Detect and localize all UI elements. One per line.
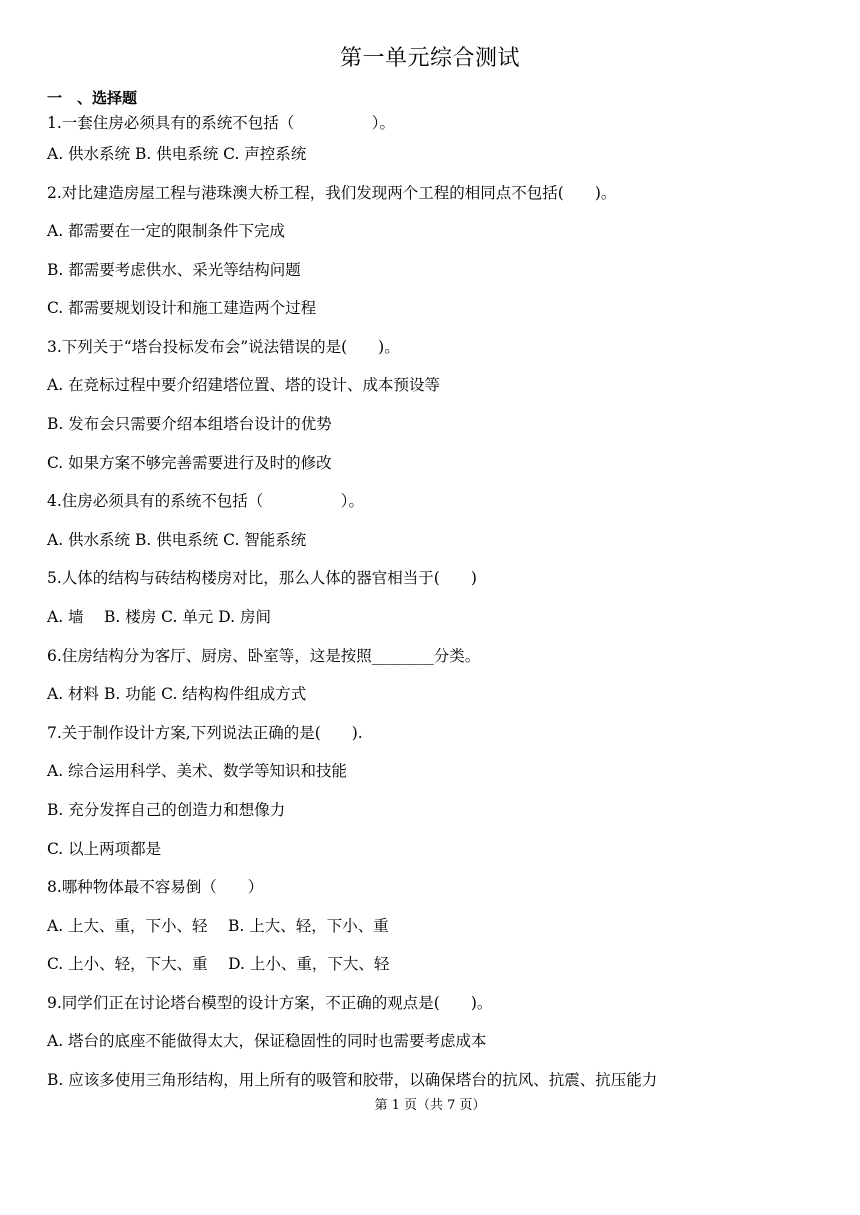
question-6-options: A. 材料 B. 功能 C. 结构构件组成方式 xyxy=(47,685,307,703)
question-2-option-b: B. 都需要考虑供水、采光等结构问题 xyxy=(47,261,301,279)
question-9-option-a: A. 塔台的底座不能做得太大，保证稳固性的同时也需要考虑成本 xyxy=(47,1032,487,1050)
question-7: 7.关于制作设计方案,下列说法正确的是( ). xyxy=(47,724,363,742)
question-7-option-a: A. 综合运用科学、美术、数学等知识和技能 xyxy=(47,762,348,780)
section-heading: 一 、选择题 xyxy=(47,89,138,107)
question-3-option-c: C. 如果方案不够完善需要进行及时的修改 xyxy=(47,454,332,472)
question-4: 4.住房必须具有的系统不包括（ ）。 xyxy=(47,492,365,510)
question-9: 9.同学们正在讨论塔台模型的设计方案，不正确的观点是( )。 xyxy=(47,994,493,1012)
question-6: 6.住房结构分为客厅、厨房、卧室等，这是按照________分类。 xyxy=(47,647,481,665)
question-7-option-c: C. 以上两项都是 xyxy=(47,840,162,858)
question-4-options: A. 供水系统 B. 供电系统 C. 智能系统 xyxy=(47,531,307,549)
question-8-options-cd: C. 上小、轻，下大、重 D. 上小、重，下大、轻 xyxy=(47,955,390,973)
question-2: 2.对比建造房屋工程与港珠澳大桥工程，我们发现两个工程的相同点不包括( )。 xyxy=(47,184,617,202)
question-5: 5.人体的结构与砖结构楼房对比，那么人体的器官相当于( ) xyxy=(47,569,477,587)
question-3-option-b: B. 发布会只需要介绍本组塔台设计的优势 xyxy=(47,415,332,433)
question-7-option-b: B. 充分发挥自己的创造力和想像力 xyxy=(47,801,286,819)
question-5-options: A. 墙 B. 楼房 C. 单元 D. 房间 xyxy=(47,608,271,626)
question-3: 3.下列关于“塔台投标发布会”说法错误的是( )。 xyxy=(47,338,400,356)
question-1-options: A. 供水系统 B. 供电系统 C. 声控系统 xyxy=(47,145,307,163)
question-3-option-a: A. 在竞标过程中要介绍建塔位置、塔的设计、成本预设等 xyxy=(47,376,441,394)
question-9-option-b: B. 应该多使用三角形结构，用上所有的吸管和胶带，以确保塔台的抗风、抗震、抗压能力 xyxy=(47,1071,658,1089)
question-2-option-c: C. 都需要规划设计和施工建造两个过程 xyxy=(47,299,317,317)
question-2-option-a: A. 都需要在一定的限制条件下完成 xyxy=(47,222,286,240)
question-1: 1.一套住房必须具有的系统不包括（ ）。 xyxy=(47,114,396,132)
page-title: 第一单元综合测试 xyxy=(339,46,520,71)
question-8-options-ab: A. 上大、重，下小、轻 B. 上大、轻，下小、重 xyxy=(47,917,389,935)
question-8: 8.哪种物体最不容易倒（ ） xyxy=(47,878,264,896)
page-footer: 第 1 页（共 7 页） xyxy=(374,1098,486,1113)
